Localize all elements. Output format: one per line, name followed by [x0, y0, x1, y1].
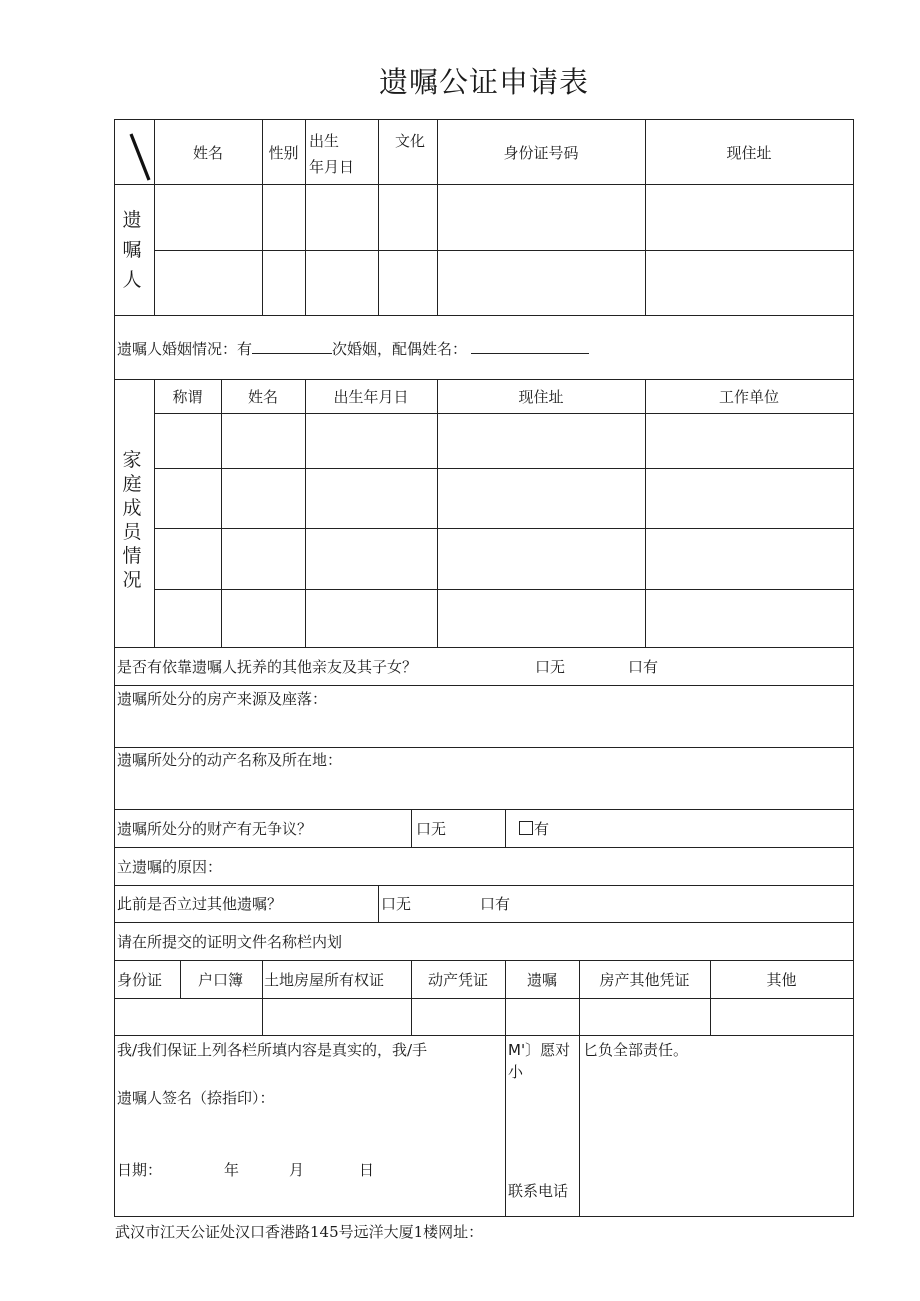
date-label: 日期：	[117, 1161, 163, 1179]
footer-address: 武汉市江天公证处汉口香港路145号远洋大厦1楼网址：	[115, 1223, 484, 1241]
header-birth-line2: 年月日	[309, 158, 355, 176]
header-education: 文化	[395, 132, 426, 150]
doc-other: 其他	[766, 971, 797, 989]
declaration-text: 我/我们保证上列各栏所填内容是真实的，我/手	[117, 1041, 428, 1059]
testator-row-1[interactable]	[155, 185, 853, 250]
testator-row-2[interactable]	[155, 251, 853, 315]
dependents-no-checkbox[interactable]: 口无	[535, 658, 566, 676]
reason-label: 立遗嘱的原因：	[117, 858, 223, 876]
testator-label: 遗 嘱 人	[122, 209, 142, 291]
declaration-mid-line1: M'〕愿对	[508, 1041, 571, 1059]
family-col-relation: 称谓	[172, 388, 203, 406]
dependents-question: 是否有依靠遗嘱人抚养的其他亲友及其子女？	[117, 658, 418, 676]
signature-label: 遗嘱人签名（捺指印）：	[117, 1089, 275, 1107]
dispute-question: 遗嘱所处分的财产有无争议？	[117, 820, 313, 838]
doc-id-card: 身份证	[117, 971, 163, 989]
family-col-address: 现住址	[518, 388, 564, 406]
family-label: 家 庭 成 员 情 况	[122, 449, 142, 591]
header-id-number: 身份证号码	[503, 144, 579, 162]
date-month: 月	[289, 1161, 305, 1179]
dispute-no-checkbox[interactable]: 口无	[416, 820, 447, 838]
doc-movables-certificate: 动产凭证	[427, 971, 488, 989]
real-estate-label: 遗嘱所处分的房产来源及座落：	[117, 690, 328, 708]
header-birth-line1: 出生	[309, 132, 340, 150]
doc-will: 遗嘱	[526, 971, 557, 989]
prior-will-question: 此前是否立过其他遗嘱？	[117, 895, 283, 913]
declaration-responsibility: 匕负全部责任。	[583, 1041, 689, 1059]
header-name: 姓名	[192, 144, 223, 162]
corner-diagonal-mark	[115, 120, 154, 184]
prior-will-yes-checkbox[interactable]: 口有	[480, 895, 511, 913]
dependents-yes-checkbox[interactable]: 口有	[628, 658, 659, 676]
spouse-name-blank[interactable]	[471, 339, 589, 354]
date-day: 日	[359, 1161, 375, 1179]
date-year: 年	[224, 1161, 240, 1179]
family-col-name: 姓名	[247, 388, 278, 406]
phone-label: 联系电话	[508, 1182, 569, 1200]
checkbox-square-icon	[519, 821, 533, 835]
header-gender: 性别	[268, 144, 299, 162]
family-col-employer: 工作单位	[718, 388, 779, 406]
documents-instruction: 请在所提交的证明文件名称栏内划	[117, 933, 343, 951]
prior-will-no-checkbox[interactable]: 口无	[381, 895, 412, 913]
family-col-birth: 出生年月日	[333, 388, 409, 406]
declaration-mid-line2: 小	[508, 1063, 524, 1081]
marriage-count-blank[interactable]	[252, 339, 332, 354]
dispute-yes-checkbox[interactable]: 有	[519, 820, 549, 838]
movables-label: 遗嘱所处分的动产名称及所在地：	[117, 751, 343, 769]
marriage-row: 遗嘱人婚姻情况：有 次婚姻，配偶姓名：	[117, 339, 589, 358]
header-address: 现住址	[726, 144, 772, 162]
doc-other-property: 房产其他凭证	[599, 971, 690, 989]
doc-property-certificate: 土地房屋所有权证	[264, 971, 385, 989]
doc-household-register: 户口簿	[198, 971, 244, 989]
page-title: 遗嘱公证申请表	[378, 65, 589, 99]
